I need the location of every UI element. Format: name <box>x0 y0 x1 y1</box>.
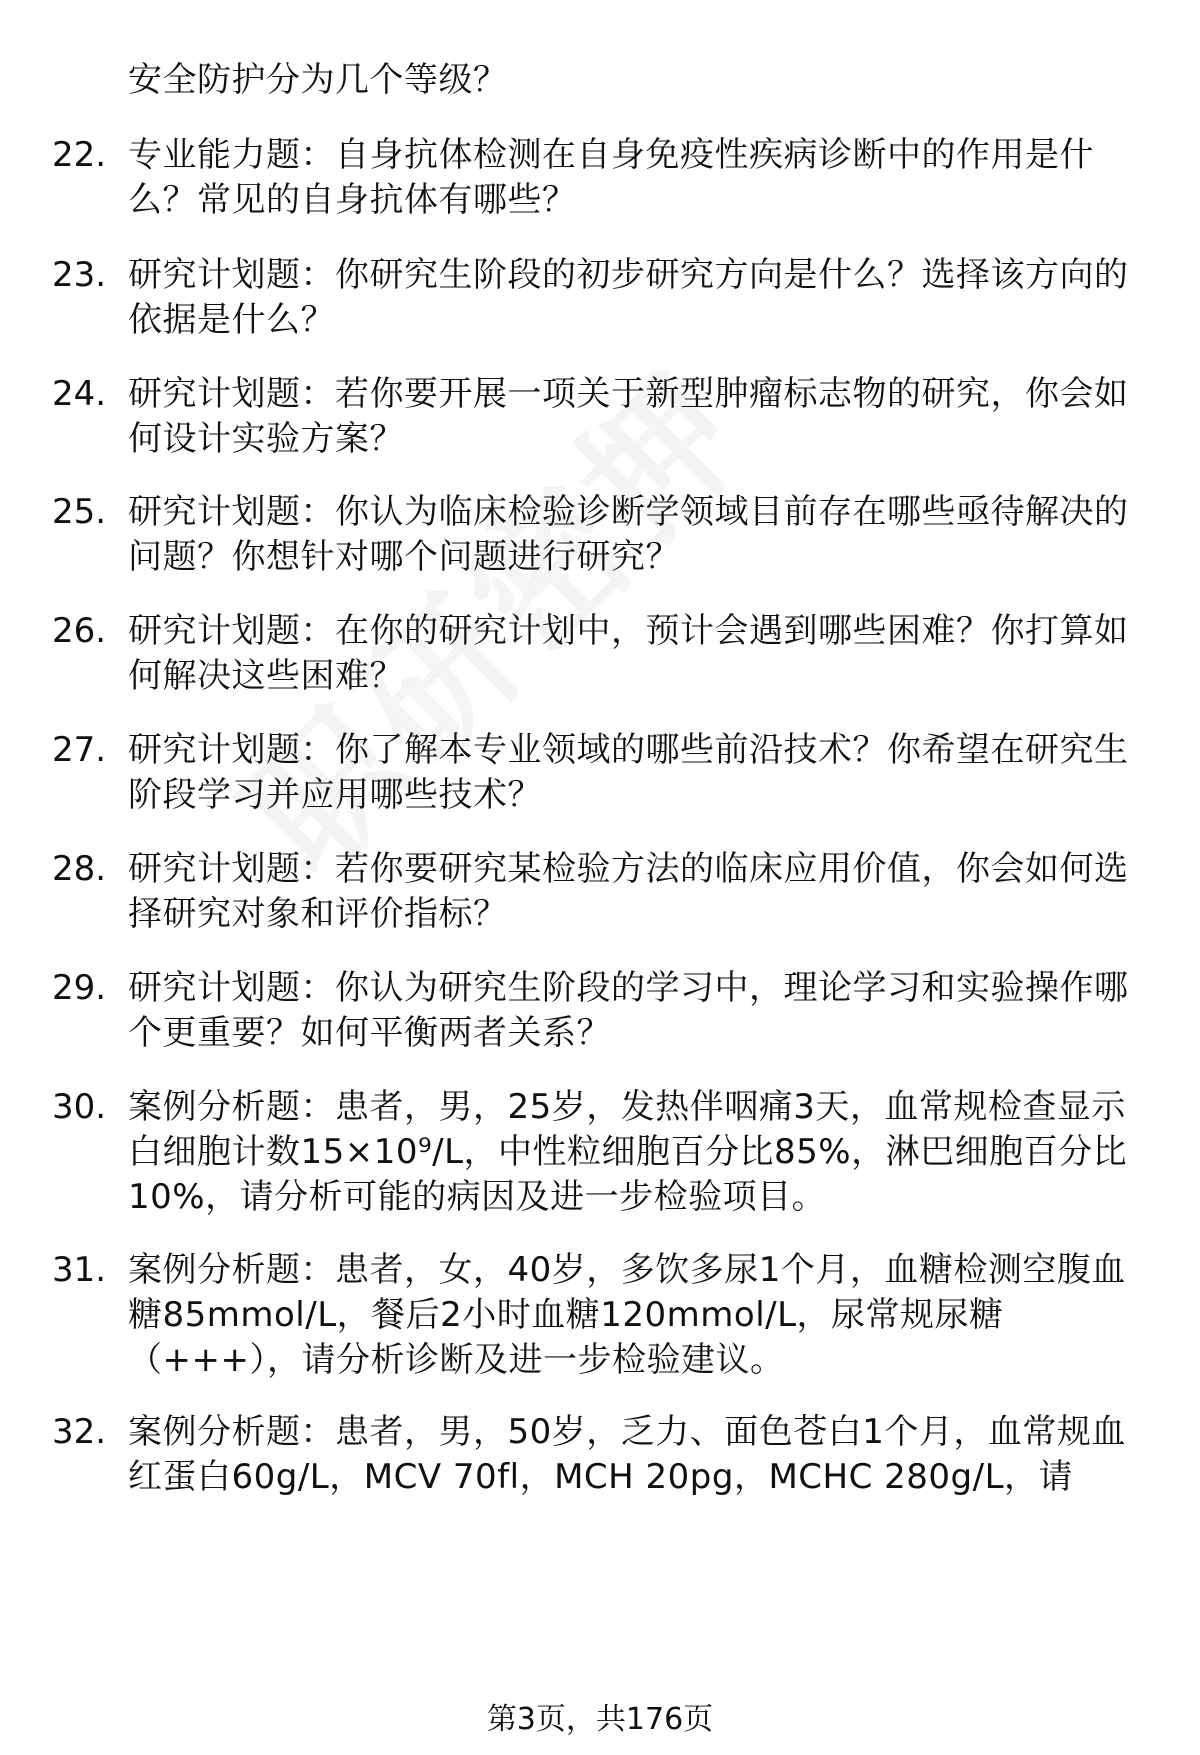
question-text: 研究计划题：若你要开展一项关于新型肿瘤标志物的研究，你会如何设计实验方案？ <box>128 374 1129 459</box>
continuation-text: 安全防护分为几个等级？ <box>128 60 508 100</box>
question-text: 研究计划题：你认为临床检验诊断学领域目前存在哪些亟待解决的问题？你想针对哪个问题进行研究？ <box>128 492 1129 577</box>
question-text: 研究计划题：若你要研究某检验方法的临床应用价值，你会如何选择研究对象和评价指标？ <box>128 849 1129 934</box>
question-text: 案例分析题：患者，女，40岁，多饮多尿1个月，血糖检测空腹血糖85mmol/L，餐后2小时血糖120mmol/L，尿常规尿糖（+++），请分析诊断及进一步检验建议。 <box>128 1250 1126 1380</box>
question-number: 27. <box>52 730 107 770</box>
question-number: 22. <box>52 135 107 175</box>
question-number: 31. <box>52 1250 107 1290</box>
question-number: 24. <box>52 374 107 414</box>
question-text: 研究计划题：在你的研究计划中，预计会遇到哪些困难？你打算如何解决这些困难？ <box>128 611 1129 696</box>
question-number: 25. <box>52 492 107 532</box>
question-text: 研究计划题：你研究生阶段的初步研究方向是什么？选择该方向的依据是什么？ <box>128 255 1129 340</box>
question-text: 研究计划题：你了解本专业领域的哪些前沿技术？你希望在研究生阶段学习并应用哪些技术？ <box>128 730 1129 815</box>
page-footer: 第3页，共176页 <box>486 1702 714 1737</box>
question-text: 案例分析题：患者，男，50岁，乏力、面色苍白1个月，血常规血红蛋白60g/L，MCV 70fl，MCH 20pg，MCHC 280g/L，请 <box>128 1412 1126 1497</box>
question-text: 案例分析题：患者，男，25岁，发热伴咽痛3天，血常规检查显示白细胞计数15×10⁹/L，中性粒细胞百分比85%，淋巴细胞百分比10%，请分析可能的病因及进一步检验项目。 <box>128 1087 1128 1217</box>
question-number: 30. <box>52 1087 107 1127</box>
question-number: 29. <box>52 968 107 1008</box>
question-number: 23. <box>52 255 107 295</box>
question-number: 26. <box>52 611 107 651</box>
question-number: 32. <box>52 1412 107 1452</box>
question-text: 专业能力题：自身抗体检测在自身免疫性疾病诊断中的作用是什么？常见的自身抗体有哪些？ <box>128 135 1094 220</box>
question-text: 研究计划题：你认为研究生阶段的学习中，理论学习和实验操作哪个更重要？如何平衡两者关系？ <box>128 968 1129 1053</box>
question-number: 28. <box>52 849 107 889</box>
